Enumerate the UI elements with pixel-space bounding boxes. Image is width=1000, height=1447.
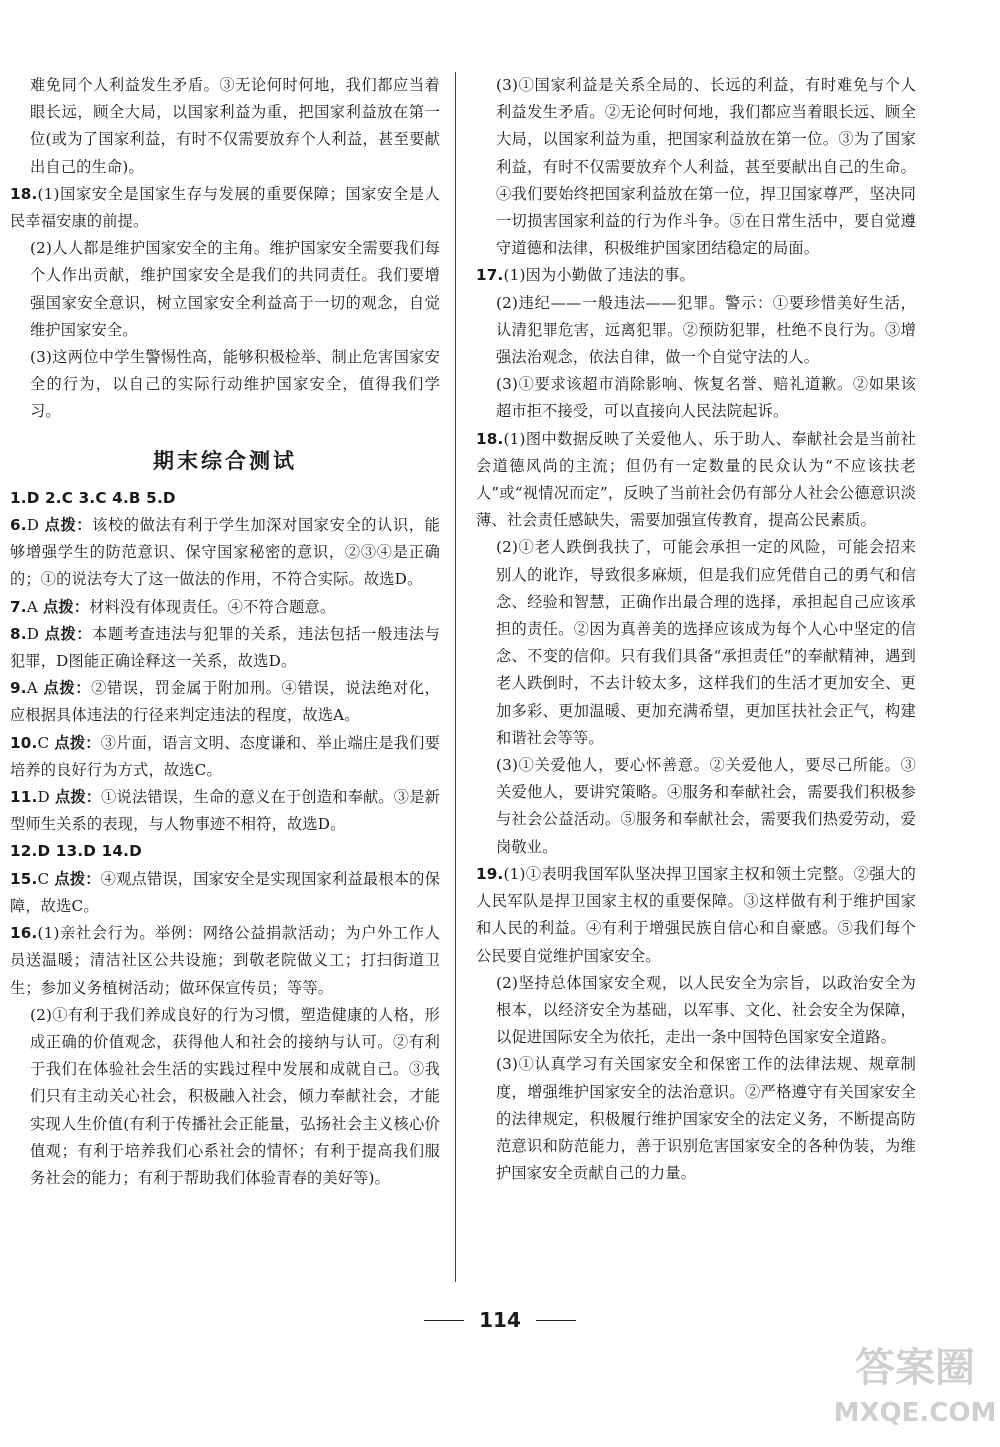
hint-text: ①说法错误，生命的意义在于创造和奉献。③是新型师生关系的表现，与人物事迹不相符，故选D。 bbox=[10, 788, 440, 834]
answer-item bbox=[476, 861, 916, 970]
question-number: 16. bbox=[10, 924, 38, 943]
answer-item bbox=[10, 920, 440, 1002]
hint-text: ④观点错误，国家安全是实现国家利益最根本的保障，故选C。 bbox=[10, 869, 440, 915]
hint-text: ②错误，罚金属于附加刑。④错误，说法绝对化，应根据具体违法的行径来判定违法的程度，故选A。 bbox=[10, 679, 441, 725]
question-number: 9. bbox=[10, 679, 27, 698]
hint-label: 点拨： bbox=[44, 516, 93, 535]
answer-text: (1)①表明我国军队坚决捍卫国家主权和领土完整。②强大的人民军队是捍卫国家主权的重要保障。③这样做有利于维护国家和人民的利益。④有利于增强民族自信心和自豪感。⑤我们每个公民要自觉维护国家安全。 bbox=[476, 864, 916, 965]
answer-text: C bbox=[37, 733, 55, 752]
answer-paragraph: (3)①关爱他人，要心怀善意。②关爱他人，要尽己所能。③关爱他人，要讲究策略。④服务和奉献社会，需要我们积极参与社会公益活动。⑤服务和奉献社会，需要我们热爱劳动，爱岗敬业。 bbox=[496, 756, 916, 856]
question-number: 18. bbox=[10, 184, 38, 203]
answer-paragraph: (2)①有利于我们养成良好的行为习惯，塑造健康的人格，形成正确的价值观念，获得他人和社会的接纳与认可。②有利于我们在体验社会生活的实践过程中发展和成就自己。③我们只有主动关心社会，积极融入社会，倾力奉献社会，才能实现人生价值(有利于传播社会正能量，弘扬社会主义核心价值观；有利于培养我们心系社会的情怀；有利于提高我们服务社会的能力；有利于帮助我们体验青春的美好等)。 bbox=[30, 1005, 440, 1187]
answer-text: C bbox=[37, 869, 55, 888]
answer-item bbox=[476, 262, 916, 289]
answer-paragraph: (2)①老人跌倒我扶了，可能会承担一定的风险，可能会招来别人的讹诈，导致很多麻烦，但是我们应凭借自己的勇气和信念、经验和智慧，正确作出最合理的选择，承担起自己应该承担的责任。②因为真善美的选择应该成为每个人心中坚定的信念、不变的信仰。只有我们具备“承担责任”的奉献精神，遇到老人跌倒时，不去计较太多，这样我们的生活才更加安全、更加多彩、更加温暖、更加充满希望，更加匡扶社会正气，构建和谐社会等等。 bbox=[496, 538, 916, 747]
answer-item bbox=[10, 594, 440, 621]
hint-label: 点拨： bbox=[43, 679, 92, 698]
hint-text: ③片面，语言文明、态度谦和、举止端庄是我们要培养的良好行为方式，故选C。 bbox=[10, 733, 440, 779]
question-number: 11. bbox=[10, 788, 38, 807]
footer-rule-right bbox=[536, 1320, 576, 1321]
answer-paragraph: 难免同个人利益发生矛盾。③无论何时何地，我们都应当着眼长远，顾全大局，以国家利益为重，把国家利益放在第一位(或为了国家利益，有时不仅需要放弃个人利益，甚至要献出自己的生命)。 bbox=[30, 76, 440, 176]
answer-text: (1)图中数据反映了关爱他人、乐于助人、奉献社会是当前社会道德风尚的主流；但仍有一定数量的民众认为“不应该扶老人”或“视情况而定”，反映了当前社会仍有部分人社会公德意识淡薄、社会责任感缺失，需要加强宣传教育，提高公民素质。 bbox=[476, 429, 916, 530]
right-column bbox=[476, 72, 916, 1187]
hint-text: 该校的做法有利于学生加深对国家安全的认识，能够增强学生的防范意识、保守国家秘密的意识，②③④是正确的；①的说法夸大了这一做法的作用，不符合实际。故选D。 bbox=[10, 516, 440, 589]
hint-text: 材料没有体现责任。④不符合题意。 bbox=[89, 597, 336, 616]
hint-label: 点拨： bbox=[54, 733, 101, 752]
footer-rule-left bbox=[424, 1320, 464, 1321]
answer-text: (1)亲社会行为。举例：网络公益捐款活动；为户外工作人员送温暖；清洁社区公共设施；到敬老院做义工；打扫街道卫生；参加义务植树活动；做环保宣传员；等等。 bbox=[10, 924, 440, 997]
answer-paragraph: (2)人人都是维护国家安全的主角。维护国家安全需要我们每个人作出贡献，维护国家安全是我们的共同责任。我们要增强国家安全意识，树立国家安全利益高于一切的观念，自觉维护国家安全。 bbox=[30, 239, 440, 339]
watermark-sub: MXQE.COM bbox=[833, 1398, 997, 1428]
answer-item bbox=[10, 866, 440, 920]
answer-paragraph: (3)①认真学习有关国家安全和保密工作的法律法规、规章制度，增强维护国家安全的法治意识。②严格遵守有关国家安全的法律规定，积极履行维护国家安全的法定义务，不断提高防范意识和防范能力，善于识别危害国家安全的各种伪装，为维护国家安全贡献自己的力量。 bbox=[496, 1055, 916, 1183]
question-number: 15. bbox=[10, 869, 38, 888]
hint-label: 点拨： bbox=[42, 597, 90, 616]
answer-paragraph: (2)违纪——一般违法——犯罪。警示：①要珍惜美好生活，认清犯罪危害，远离犯罪。②预防犯罪，杜绝不良行为。③增强法治观念，依法自律，做一个自觉守法的人。 bbox=[496, 293, 916, 367]
answer-item bbox=[10, 621, 440, 675]
question-number: 18. bbox=[476, 429, 504, 448]
answer-text: D bbox=[26, 516, 45, 535]
question-number: 7. bbox=[10, 597, 27, 616]
answer-paragraph: (3)这两位中学生警惕性高，能够积极检举、制止危害国家安全的行为，以自己的实际行动维护国家安全，值得我们学习。 bbox=[30, 348, 440, 421]
answer-text: (1)因为小勤做了违法的事。 bbox=[503, 266, 695, 285]
answer-text: (1)国家安全是国家生存与发展的重要保障；国家安全是人民幸福安康的前提。 bbox=[10, 184, 440, 231]
answer-item bbox=[10, 512, 440, 594]
answer-text: D bbox=[37, 788, 55, 807]
answer-item bbox=[10, 784, 440, 838]
answer-item bbox=[10, 730, 440, 784]
left-column bbox=[10, 72, 440, 1192]
hint-text: 本题考查违法与犯罪的关系，违法包括一般违法与犯罪，D图能正确诠释这一关系，故选D。 bbox=[10, 624, 440, 671]
answer-item bbox=[476, 426, 916, 535]
answer-paragraph: (3)①要求该超市消除影响、恢复名誉、赔礼道歉。②如果该超市拒不接受，可以直接向人民法院起诉。 bbox=[496, 375, 916, 421]
hint-label: 点拨： bbox=[44, 624, 93, 643]
watermark-logo bbox=[833, 1337, 997, 1429]
question-number: 8. bbox=[10, 624, 27, 643]
column-divider bbox=[455, 72, 456, 1282]
watermark-main: 答案圈 bbox=[855, 1345, 975, 1391]
answer-item bbox=[10, 181, 440, 235]
answer-text: A bbox=[26, 597, 43, 616]
question-number: 19. bbox=[476, 864, 504, 883]
page-number: 114 bbox=[479, 1308, 521, 1332]
answer-item bbox=[10, 675, 440, 729]
question-number: 10. bbox=[10, 733, 38, 752]
section-title: 期末综合测试 bbox=[153, 448, 297, 473]
question-number: 17. bbox=[476, 266, 504, 285]
answer-paragraph: (2)坚持总体国家安全观，以人民安全为宗旨，以政治安全为根本，以经济安全为基础，以军事、文化、社会安全为保障，以促进国际安全为依托，走出一条中国特色国家安全道路。 bbox=[496, 973, 916, 1047]
answer-line: 12.D 13.D 14.D bbox=[10, 842, 142, 861]
answer-text: D bbox=[26, 624, 45, 643]
page-footer bbox=[0, 1308, 1000, 1332]
answer-paragraph: (3)①国家利益是关系全局的、长远的利益，有时难免与个人利益发生矛盾。②无论何时何地，我们都应当着眼长远、顾全大局，以国家利益为重，把国家利益放在第一位。③为了国家利益，有时不仅需要放弃个人利益，甚至要献出自己的生命。④我们要始终把国家利益放在第一位，捍卫国家尊严，坚决同一切损害国家利益的行为作斗争。⑤在日常生活中，要自觉遵守道德和法律，积极维护国家团结稳定的局面。 bbox=[496, 76, 916, 258]
hint-label: 点拨： bbox=[54, 869, 101, 888]
answer-text: A bbox=[26, 679, 44, 698]
question-number: 6. bbox=[10, 516, 27, 535]
hint-label: 点拨： bbox=[54, 788, 102, 807]
answer-line: 1.D 2.C 3.C 4.B 5.D bbox=[10, 488, 176, 507]
